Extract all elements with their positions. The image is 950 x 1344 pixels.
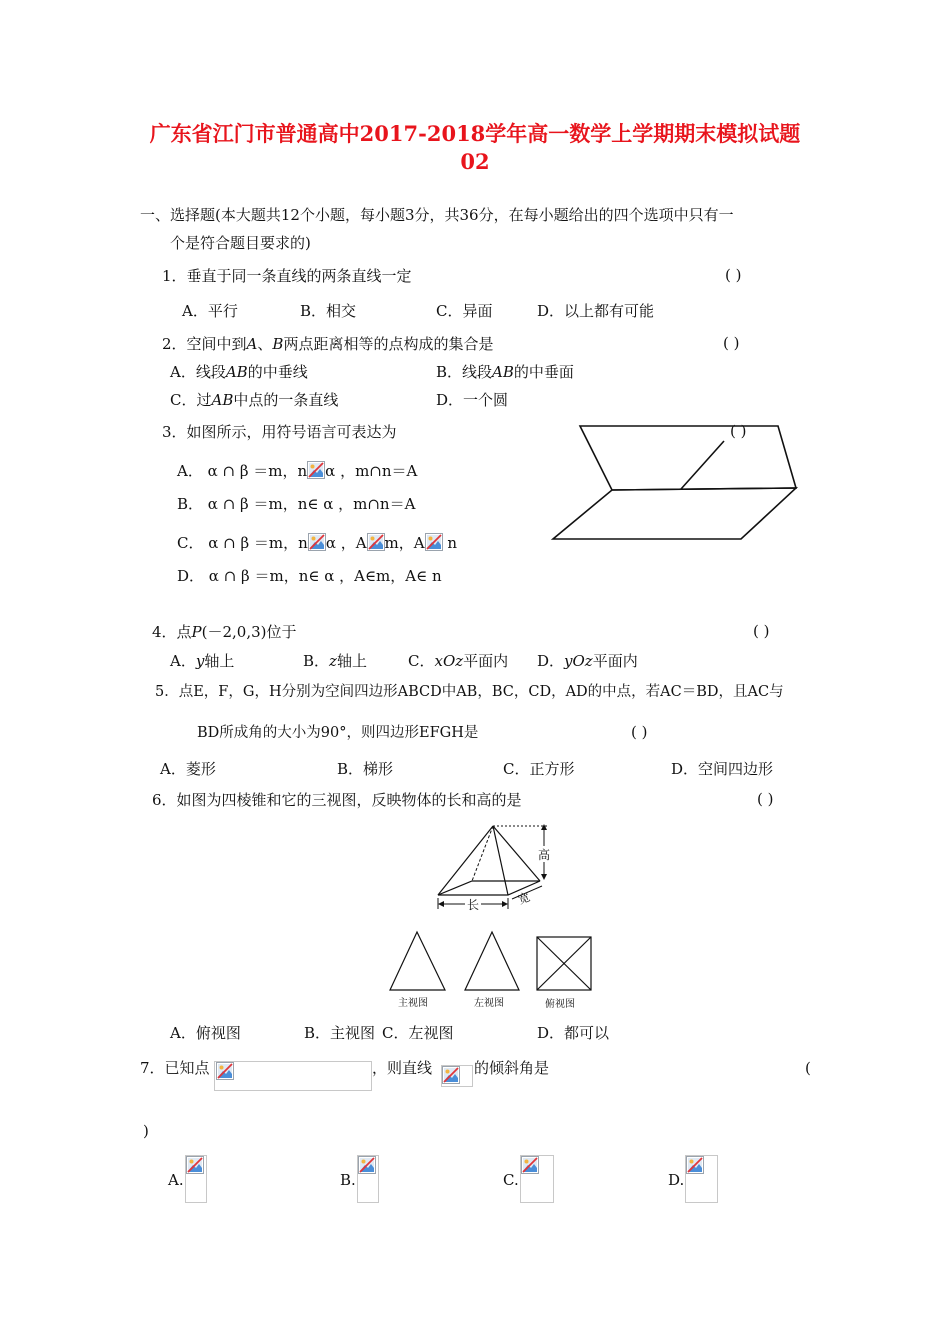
q5-option-b: B．梯形 [337, 760, 394, 778]
q5-answer-paren: ( ) [631, 723, 648, 741]
q6-three-views-figure [385, 928, 600, 1010]
q5-stem-line2: BD所成角的大小为90°，则四边形EFGH是 [197, 725, 479, 741]
q3-stem: 3．如图所示，用符号语言可表达为 [162, 423, 397, 441]
broken-image-icon [307, 461, 325, 479]
broken-image-icon [425, 533, 443, 551]
q4-option-d: D．yOz平面内 [537, 652, 638, 670]
label-width: 宽 [516, 889, 533, 907]
q6-option-d: D．都可以 [537, 1024, 610, 1042]
q4-option-c: C．xOz平面内 [408, 652, 509, 670]
q6-pyramid-figure [430, 820, 560, 912]
q2-option-b: B．线段AB的中垂面 [436, 363, 574, 381]
q3-planes-figure [548, 422, 800, 542]
q4-stem: 4．点P(－2,0,3)位于 [152, 623, 297, 641]
q1-stem: 1．垂直于同一条直线的两条直线一定 [162, 267, 412, 285]
q1-option-d: D．以上都有可能 [537, 302, 655, 320]
q2-stem: 2．空间中到A、B两点距离相等的点构成的集合是 [162, 335, 494, 353]
left-view-label: 左视图 [474, 998, 504, 1009]
q5-option-a: A．菱形 [160, 760, 216, 778]
q5-stem-line1: 5．点E，F，G，H分别为空间四边形ABCD中AB，BC，CD，AD的中点，若AC＝BD，且AC与 [155, 684, 784, 700]
broken-image-icon [216, 1062, 234, 1080]
q4-option-a: A．y轴上 [170, 652, 235, 670]
q6-answer-paren: ( ) [757, 790, 774, 808]
q6-stem: 6．如图为四棱锥和它的三视图，反映物体的长和高的是 [152, 791, 522, 809]
top-view-label: 俯视图 [545, 999, 575, 1010]
q4-option-b: B．z轴上 [303, 652, 367, 670]
q6-option-c: C．左视图 [382, 1024, 454, 1042]
q7-option-c: C. [503, 1171, 519, 1189]
section-heading-line2: 个是符合题目要求的) [170, 234, 311, 252]
q7-stem-mid: ，则直线 [372, 1059, 433, 1077]
q4-answer-paren: ( ) [753, 622, 770, 640]
broken-image-icon [521, 1156, 539, 1174]
q7-point-image-frame [214, 1061, 372, 1091]
q1-answer-paren: ( ) [725, 266, 742, 284]
label-height: 高 [538, 848, 551, 862]
q7-close-paren: ) [143, 1122, 149, 1140]
q7-stem-pre: 7．已知点 [140, 1059, 210, 1077]
q1-option-a: A．平行 [182, 302, 238, 320]
q7-open-paren: ( [805, 1059, 811, 1077]
q3-option-c: C． α ∩ β ＝m，n α ，A m，A n [177, 534, 458, 552]
page-title-line2: 02 [460, 149, 490, 174]
q3-option-d: D． α ∩ β ＝m，n∈ α ，A∈m，A∈ n [177, 567, 442, 585]
broken-image-icon [367, 533, 385, 551]
q6-option-a: A．俯视图 [170, 1024, 241, 1042]
q3-option-b: B． α ∩ β ＝m，n∈ α ，m∩n＝A [177, 495, 416, 513]
broken-image-icon [442, 1066, 460, 1084]
q7-option-d: D. [668, 1171, 685, 1189]
q1-option-b: B．相交 [300, 302, 357, 320]
q3-answer-paren: ( ) [730, 422, 747, 440]
broken-image-icon [308, 533, 326, 551]
page-title: 广东省江门市普通高中2017-2018学年高一数学上学期期末模拟试题 [149, 121, 801, 146]
q3-option-a: A． α ∩ β ＝m，n α ，m∩n＝A [177, 462, 418, 480]
q7-option-a: A. [168, 1171, 184, 1189]
broken-image-icon [358, 1156, 376, 1174]
q7-option-b: B. [340, 1171, 356, 1189]
broken-image-icon [686, 1156, 704, 1174]
q2-option-a: A．线段AB的中垂线 [170, 363, 308, 381]
label-length: 长 [467, 898, 480, 912]
q2-option-c: C．过AB中点的一条直线 [170, 391, 339, 409]
q2-answer-paren: ( ) [723, 334, 740, 352]
q7-stem-post: 的倾斜角是 [474, 1059, 550, 1077]
q5-option-c: C．正方形 [503, 760, 575, 778]
front-view-label: 主视图 [398, 998, 428, 1009]
q5-option-d: D．空间四边形 [671, 760, 774, 778]
broken-image-icon [186, 1156, 204, 1174]
q1-option-c: C．异面 [436, 302, 493, 320]
section-heading: 一、选择题(本大题共12个小题，每小题3分，共36分，在每小题给出的四个选项中只有一 [140, 206, 734, 224]
q2-option-d: D．一个圆 [436, 391, 509, 409]
q6-option-b: B．主视图 [304, 1024, 376, 1042]
